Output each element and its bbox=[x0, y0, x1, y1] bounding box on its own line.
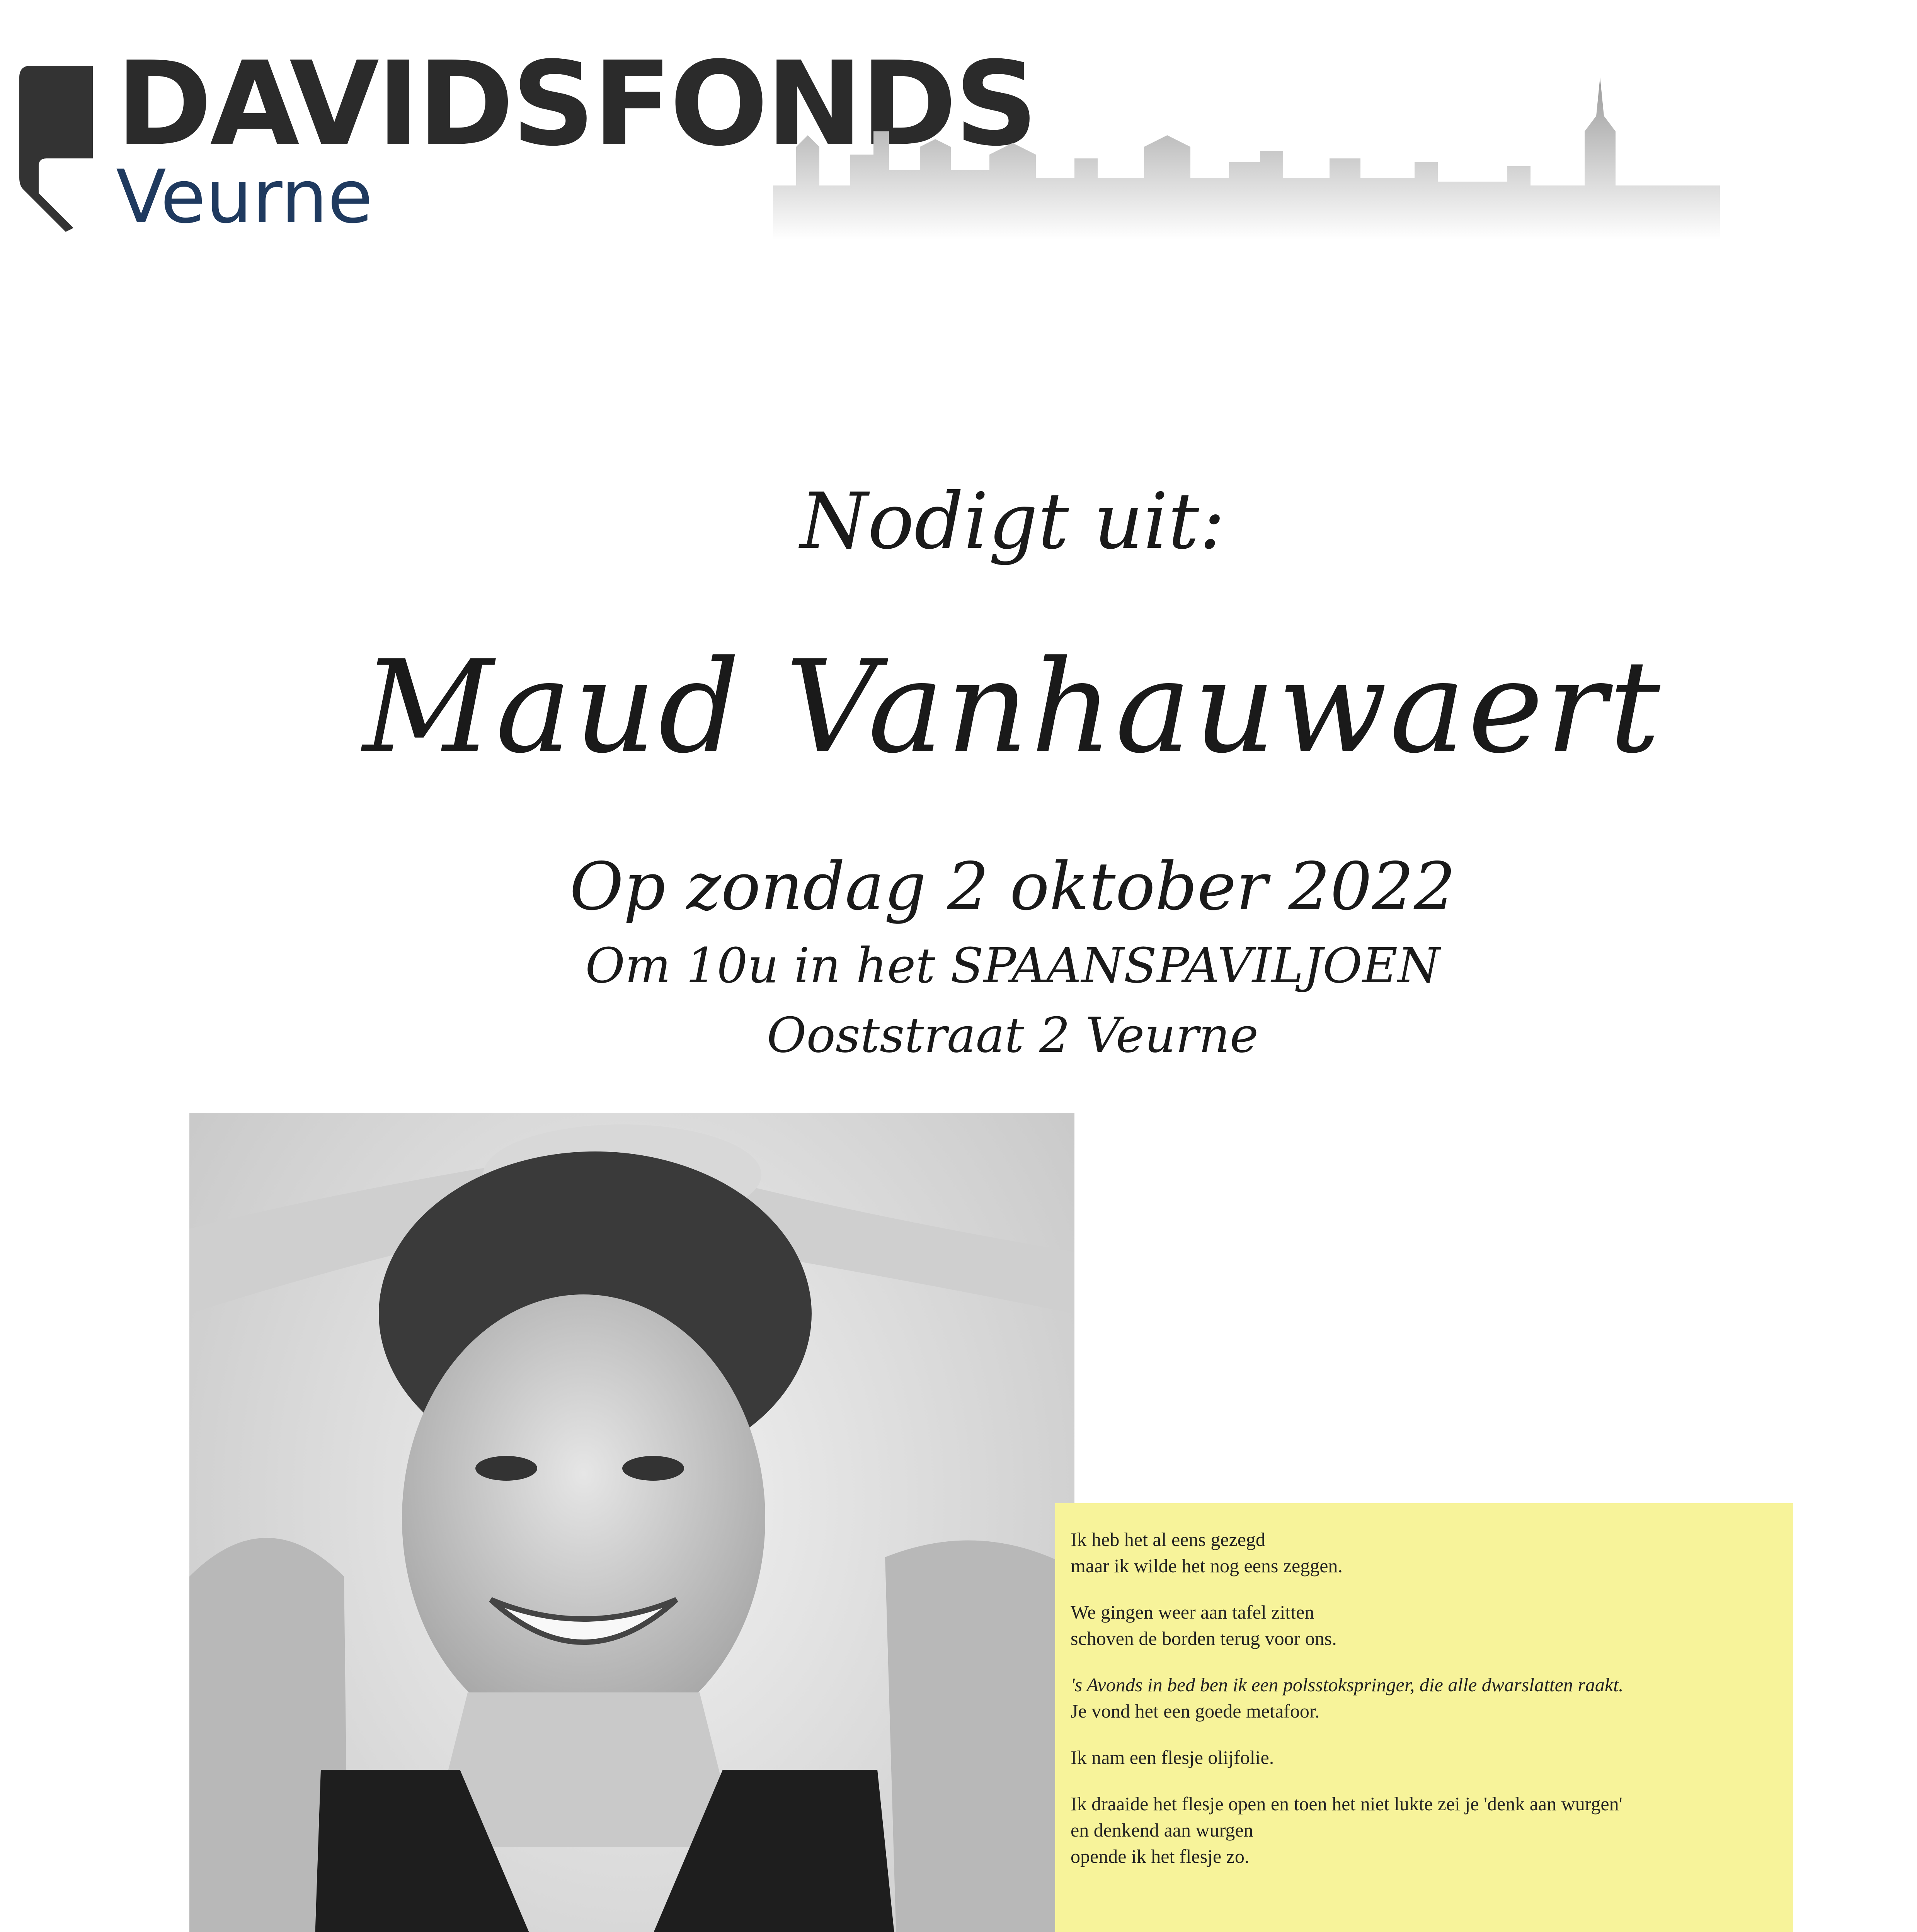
poem-line: We gingen weer aan tafel zitten bbox=[1071, 1601, 1314, 1623]
poem-note bbox=[1055, 1503, 1793, 1932]
performer-photo bbox=[189, 1113, 1074, 1932]
event-date: Op zondag 2 oktober 2022 bbox=[569, 849, 1456, 925]
event-address: Ooststraat 2 Veurne bbox=[766, 1007, 1259, 1063]
poem-stanza bbox=[1071, 1526, 1778, 1579]
poem-line: schoven de borden terug voor ons. bbox=[1071, 1628, 1337, 1649]
poem-line: maar ik wilde het nog eens zeggen. bbox=[1071, 1555, 1343, 1577]
event-time-place: Om 10u in het SPAANSPAVILJOEN bbox=[585, 938, 1440, 994]
brand-location: Veurne bbox=[116, 154, 373, 240]
poem-stanza bbox=[1071, 1791, 1778, 1869]
poem-line: Je vond het een goede metafoor. bbox=[1071, 1700, 1320, 1722]
poem-line: en denkend aan wurgen bbox=[1071, 1819, 1253, 1841]
poem-stanza bbox=[1071, 1599, 1778, 1651]
invite-heading: Nodigt uit: bbox=[800, 476, 1225, 566]
poem-stanza bbox=[1071, 1744, 1778, 1770]
poem-line: 's Avonds in bed ben ik een polsstokspringer, die alle dwarslatten raakt. bbox=[1071, 1674, 1624, 1696]
poem-line: opende ik het flesje zo. bbox=[1071, 1845, 1250, 1867]
poem-line: Ik draaide het flesje open en toen het niet lukte zei je 'denk aan wurgen' bbox=[1071, 1793, 1622, 1815]
brand-name: DAVIDSFONDS bbox=[116, 37, 1036, 172]
poem-line: Ik heb het al eens gezegd bbox=[1071, 1529, 1265, 1550]
davidsfonds-logo-icon bbox=[15, 62, 104, 232]
skyline-illustration bbox=[773, 70, 1720, 240]
performer-name: Maud Vanhauwaert bbox=[363, 633, 1663, 781]
poem-line: Ik nam een flesje olijfolie. bbox=[1071, 1747, 1274, 1768]
poem-stanza bbox=[1071, 1672, 1778, 1724]
